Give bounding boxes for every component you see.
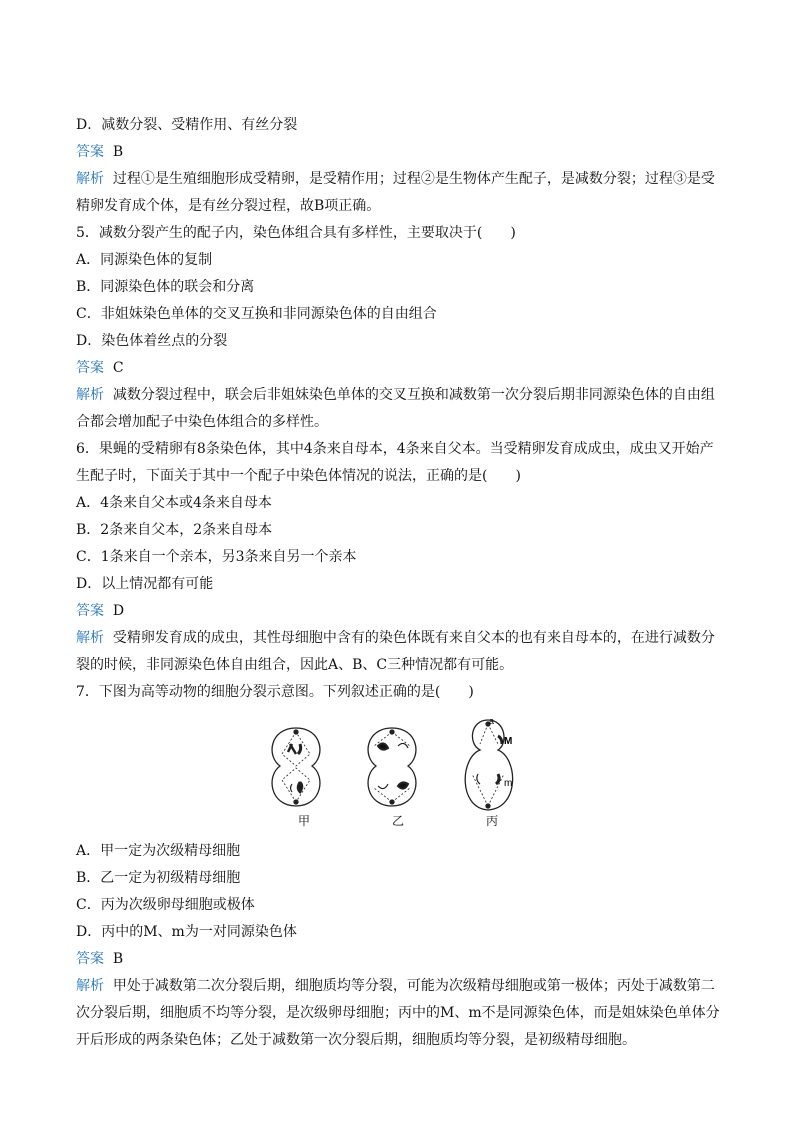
mark-M: M [504,736,513,747]
explanation-label: 解析 [76,171,104,187]
explanation-text: 减数分裂过程中，联会后非姐妹染色单体的交叉互换和减数第一次分裂后期非同源染色体的自由组 [112,387,715,403]
explanation-line [76,382,726,409]
cell-division-figure [76,714,726,832]
explanation-line [76,625,726,652]
caption-bing: 丙 [486,814,499,828]
option-c: C．丙为次级卵母细胞或极体 [76,897,255,913]
caption-jia: 甲 [298,814,311,828]
mark-m: m [504,778,513,789]
option-c: C．1条来自一个亲本，另3条来自另一个亲本 [76,549,357,565]
explanation-text: 合都会增加配子中染色体组合的多样性。 [76,414,328,430]
answer-line [76,946,726,973]
cell-yi [368,728,416,806]
option-a: A．同源染色体的复制 [76,252,213,268]
answer-line [76,355,726,382]
mark-a: a [489,716,495,726]
answer-value: B [112,951,124,967]
explanation-text: 次分裂后期，细胞质不均等分裂，是次级卵母细胞；丙中的M、m不是同源染色体，而是姐妹染色单体分 [76,1005,720,1021]
answer-line [76,139,726,166]
answer-label: 答案 [76,360,104,376]
option-c: C．非姐妹染色单体的交叉互换和非同源染色体的自由组合 [76,306,437,322]
option-a: A．4条来自父本或4条来自母本 [76,495,272,511]
answer-value: B [112,144,124,160]
explanation-label: 解析 [76,630,104,646]
explanation-text: 甲处于减数第二次分裂后期，细胞质均等分裂，可能为次级精母细胞或第一极体；丙处于减数第二 [112,978,715,994]
explanation-text: 受精卵发育成的成虫，其性母细胞中含有的染色体既有来自父本的也有来自母本的，在进行减数分 [112,630,715,646]
explanation-line [76,166,726,193]
explanation-text: 过程①是生殖细胞形成受精卵，是受精作用；过程②是生物体产生配子，是减数分裂；过程③是受 [112,171,715,187]
option-d: D．以上情况都有可能 [76,576,214,592]
explanation-label: 解析 [76,978,104,994]
option-d: D．染色体着丝点的分裂 [76,333,228,349]
explanation-text: 裂的时候，非同源染色体自由组合，因此A、B、C三种情况都有可能。 [76,657,514,673]
option-b: B．乙一定为初级精母细胞 [76,870,241,886]
question-6-cont: 生配子时，下面关于其中一个配子中染色体情况的说法，正确的是( ) [76,468,521,484]
answer-line [76,598,726,625]
explanation-text: 开后形成的两条染色体；乙处于减数第一次分裂后期，细胞质均等分裂，是初级精母细胞。 [76,1032,636,1048]
option-a: A．甲一定为次级精母细胞 [76,843,241,859]
question-6: 6．果蝇的受精卵有8条染色体，其中4条来自母本，4条来自父本。当受精卵发育成成虫，成虫又开始产 [76,441,714,457]
option-b: B．同源染色体的联会和分离 [76,279,255,295]
answer-label: 答案 [76,951,104,967]
option-b: B．2条来自父本，2条来自母本 [76,522,273,538]
option-d: D．丙中的M、m为一对同源染色体 [76,924,297,940]
option-d-previous: D．减数分裂、受精作用、有丝分裂 [76,117,298,133]
question-7: 7．下图为高等动物的细胞分裂示意图。下列叙述正确的是( ) [76,684,474,700]
cell-bing [465,720,512,810]
question-5: 5．减数分裂产生的配子内，染色体组合具有多样性，主要取决于( ) [76,225,516,241]
answer-label: 答案 [76,603,104,619]
explanation-text: 精卵发育成个体，是有丝分裂过程，故B项正确。 [76,198,381,214]
caption-yi: 乙 [392,814,405,828]
explanation-label: 解析 [76,387,104,403]
explanation-line [76,973,726,1000]
answer-value: C [112,360,124,376]
document-page [76,112,726,1054]
cell-jia [272,728,320,806]
answer-label: 答案 [76,144,104,160]
answer-value: D [112,603,125,619]
